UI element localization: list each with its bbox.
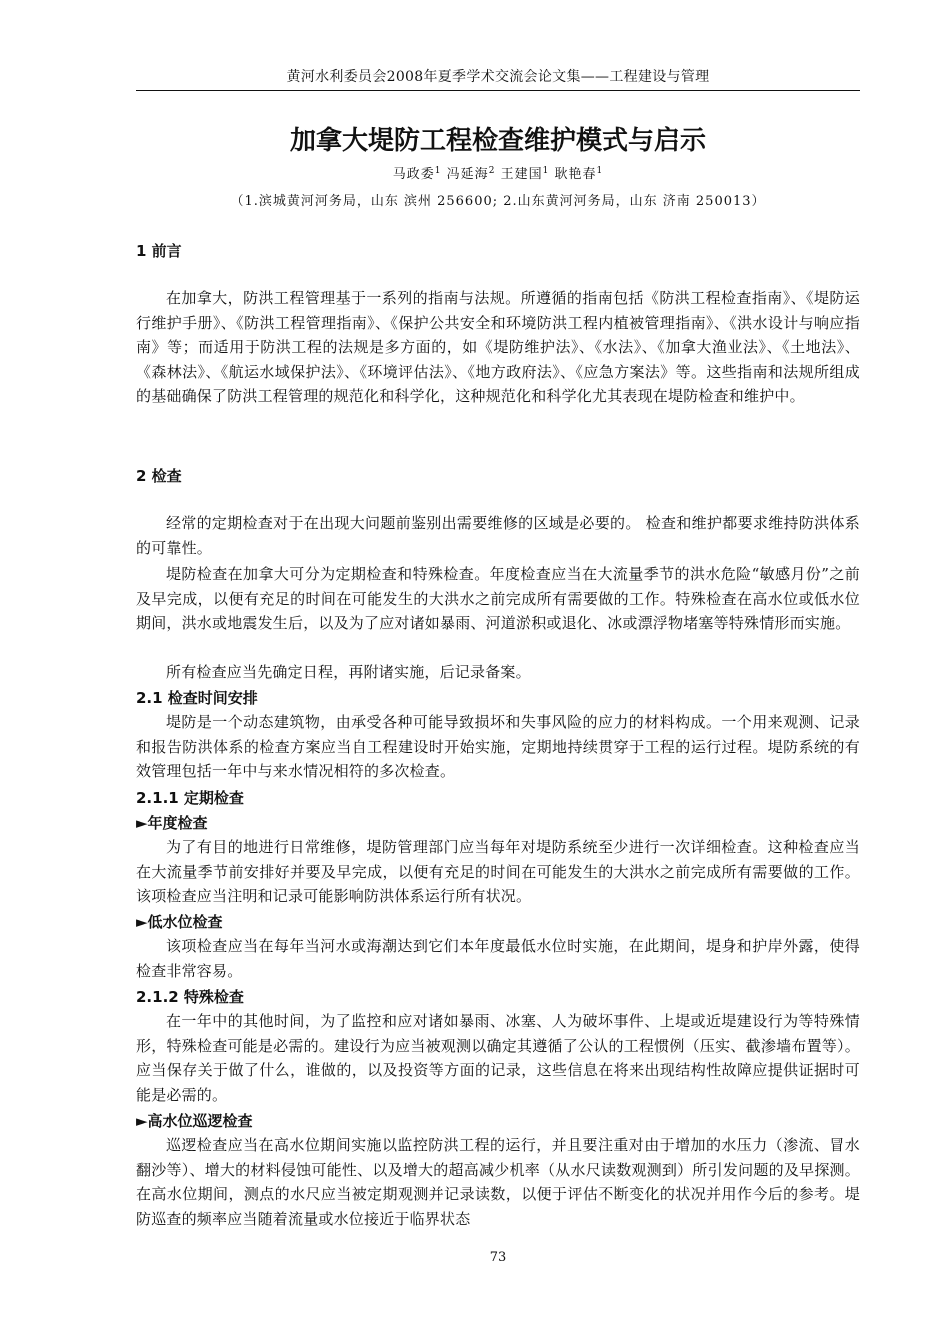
bullet-heading: ►年度检查 <box>136 814 208 832</box>
author-list <box>136 163 860 182</box>
paragraph: 堤防检查在加拿大可分为定期检查和特殊检查。年度检查应当在大流量季节的洪水危险“敏感月份”之前及早完成，以便有充足的时间在可能发生的大洪水之前完成所有需要做的工作。特殊检查在高水位或低水位期间，洪水或地震发生后，以及为了应对诸如暴雨、河道淤积或退化、冰或漂浮物堵塞等特殊情形而实施。 <box>136 565 860 632</box>
paragraph: 为了有目的地进行日常维修，堤防管理部门应当每年对堤防系统至少进行一次详细检查。这种检查应当在大流量季节前安排好并要及早完成，以便有充足的时间在可能发生的大洪水之前完成所有需要做的工作。该项检查应当注明和记录可能影响防洪体系运行所有状况。 <box>136 838 860 905</box>
bullet-heading: ►高水位巡逻检查 <box>136 1112 253 1130</box>
author-name: 冯延海 <box>446 167 489 182</box>
bullet-heading: ►低水位检查 <box>136 913 223 931</box>
section-heading: 2 检查 <box>136 467 182 485</box>
author-name: 耿艳春 <box>554 167 597 182</box>
page-number: 73 <box>489 1250 507 1265</box>
header-rule <box>136 90 860 91</box>
paragraph: 在一年中的其他时间，为了监控和应对诸如暴雨、冰塞、人为破坏事件、上堤或近堤建设行为等特殊情形，特殊检查可能是必需的。建设行为应当被观测以确定其遵循了公认的工程惯例（压实、截渗墙布置等）。应当保存关于做了什么，谁做的，以及投资等方面的记录，这些信息在将来出现结构性故障应提供证据时可能是必需的。 <box>136 1012 860 1104</box>
subsubsection-heading: 2.1.2 特殊检查 <box>136 988 244 1006</box>
paragraph: 在加拿大，防洪工程管理基于一系列的指南与法规。所遵循的指南包括《防洪工程检查指南》、《堤防运行维护手册》、《防洪工程管理指南》、《保护公共安全和环境防洪工程内植被管理指南》、《洪水设计与响应指南》等；而适用于防洪工程的法规是多方面的，如《堤防维护法》、《水法》、《加拿大渔业法》、《土地法》、《森林法》、《航运水域保护法》、《环境评估法》、《地方政府法》、《应急方案法》等。这些指南和法规所组成的基础确保了防洪工程管理的规范化和科学化，这种规范化和科学化尤其表现在堤防检查和维护中。 <box>136 289 860 405</box>
author-affil-mark: 1 <box>434 166 442 176</box>
author-affil-mark: 2 <box>488 166 496 176</box>
subsubsection-heading: 2.1.1 定期检查 <box>136 789 244 807</box>
running-head: 黄河水利委员会2008年夏季学术交流会论文集——工程建设与管理 <box>286 69 710 85</box>
section-heading: 1 前言 <box>136 242 182 260</box>
affiliation: （1.滨城黄河河务局，山东 滨州 256600; 2.山东黄河河务局，山东 济南 250013） <box>230 194 766 209</box>
author-name: 王建国 <box>500 167 543 182</box>
paragraph: 经常的定期检查对于在出现大问题前鉴别出需要维修的区域是必要的。 检查和维护都要求维持防洪体系的可靠性。 <box>136 514 860 557</box>
paragraph: 巡逻检查应当在高水位期间实施以监控防洪工程的运行，并且要注重对由于增加的水压力（渗流、冒水翻沙等）、增大的材料侵蚀可能性、以及增大的超高减少机率（从水尺读数观测到）所引发问题的及早探测。在高水位期间，测点的水尺应当被定期观测并记录读数，以便于评估不断变化的状况并用作今后的参考。堤防巡查的频率应当随着流量或水位接近于临界状态 <box>136 1136 860 1228</box>
author-name: 马政委 <box>392 167 435 182</box>
paragraph: 该项检查应当在每年当河水或海潮达到它们本年度最低水位时实施，在此期间，堤身和护岸外露，使得检查非常容易。 <box>136 937 860 980</box>
author-affil-mark: 1 <box>542 166 550 176</box>
author-affil-mark: 1 <box>596 166 604 176</box>
paragraph: 所有检查应当先确定日程，再附诸实施，后记录备案。 <box>166 663 531 681</box>
paper-title: 加拿大堤防工程检查维护模式与启示 <box>289 126 706 156</box>
paragraph: 堤防是一个动态建筑物，由承受各种可能导致损坏和失事风险的应力的材料构成。一个用来观测、记录和报告防洪体系的检查方案应当自工程建设时开始实施，定期地持续贯穿于工程的运行过程。堤防系统的有效管理包括一年中与来水情况相符的多次检查。 <box>136 713 860 780</box>
subsection-heading: 2.1 检查时间安排 <box>136 689 258 707</box>
